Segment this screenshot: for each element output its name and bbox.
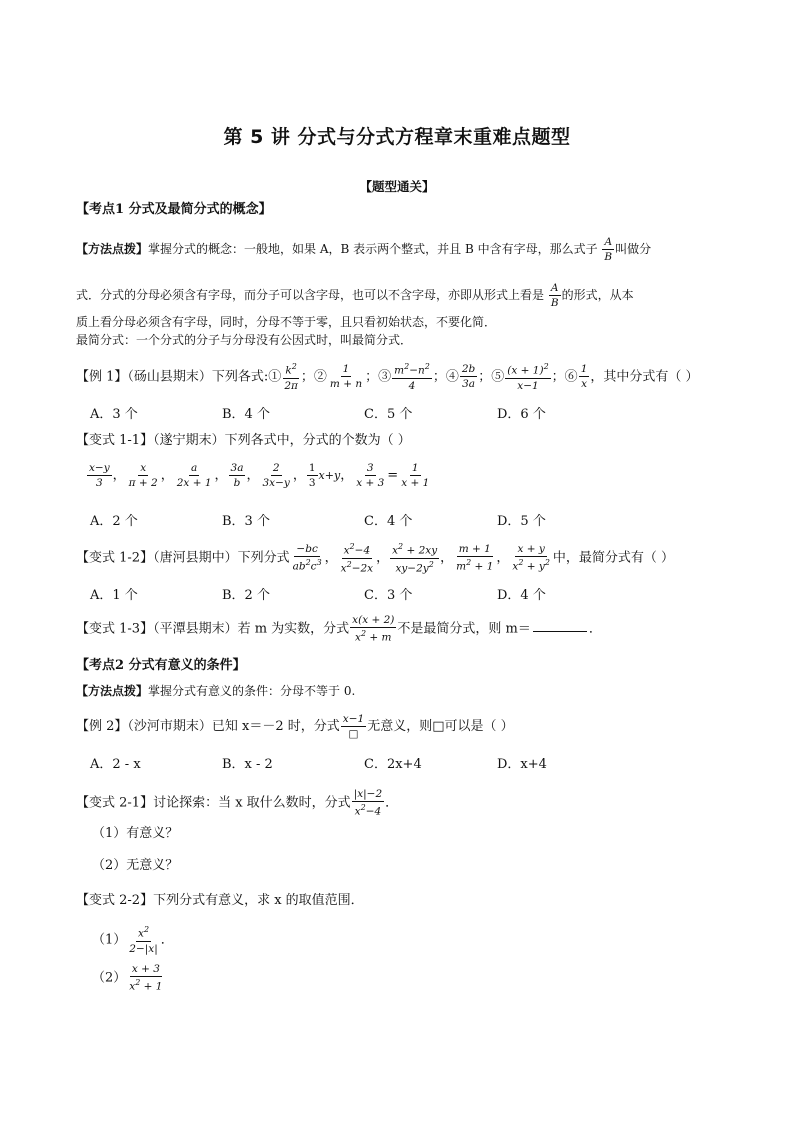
example-tail: ，其中分式有（ ） (590, 369, 699, 385)
v11-option-c: C．4 个 (364, 514, 413, 529)
question-number: （2） (92, 970, 127, 986)
expr-e: $\frac{2}{3x-y}$ (262, 462, 290, 490)
variant-text-2: 不是最简分式，则 m＝ (397, 621, 531, 637)
kaodian2-heading: 【考点2 分式有意义的条件】 (76, 658, 246, 673)
example-2 (76, 713, 514, 740)
expr-1: $\frac{k^2}{2\pi}$ (284, 362, 298, 392)
v12-option-a: A．1 个 (90, 588, 138, 603)
variant-1-1 (76, 434, 411, 447)
expr-fraction: $\frac{|x|-2}{x^2-4}$ (353, 788, 383, 818)
method-label: 【方法点拨】 (76, 242, 149, 257)
expr-g: $\frac{3}{x + 3}$ (356, 462, 385, 490)
variant-tail: 中，最简分式有（ ） (552, 550, 675, 566)
variant-label: 【变式 1-1】 (76, 433, 154, 448)
variant-1-2: 【变式 1-2】（唐河县期中）下列分式 $\frac{-bc}{ab^2c^3}$ ， $\frac{x^2-4}{x^2-2x}$ ， $\frac{x^2 + 2xy}{xy-2y^2}$ ， $\frac{m + 1}{m^2 + 1}$ ， $\frac{x + y}{x^2 + y^2}$ 中，最简分式有（ ） (76, 542, 675, 575)
expr-e: $\frac{x + y}{x^2 + y^2}$ (512, 543, 550, 573)
kaodian2-method (76, 685, 355, 697)
expr-fraction: $\frac{x^2}{2-|x|}$ (129, 925, 158, 955)
example-label: 【例 2】 (76, 719, 128, 735)
fraction-a-over-b: $\frac{A}{B}$ (550, 282, 559, 310)
expr-f: $\frac{1}{3}$ (308, 462, 316, 490)
expr-a: $\frac{-bc}{ab^2c^3}$ (292, 543, 322, 573)
variant-2-2-q1 (92, 925, 174, 955)
variant-text: （唐河县期中）下列分式 (153, 550, 290, 566)
expr-a: $\frac{x-y}{3}$ (89, 462, 110, 490)
expr-b: $\frac{x}{\pi + 2}$ (128, 462, 158, 490)
variant-text: （遂宁期末）下列各式中，分式的个数为（ ） (153, 433, 411, 448)
expr-2: $\frac{1}{m + n}$ (329, 363, 363, 391)
method-text-end: 的形式，从本 (561, 288, 634, 303)
v12-option-d: D．4 个 (497, 588, 546, 603)
v11-option-d: D．5 个 (497, 514, 546, 529)
expr-6: $\frac{1}{x}$ (580, 363, 588, 391)
variant-2-2-q2 (92, 963, 165, 993)
variant-label: 【变式 2-2】 (76, 893, 154, 908)
expr-5: $\frac{(x + 1)^2}{x-1}$ (507, 362, 549, 392)
variant-text: 讨论探索：当 x 取什么数时，分式 (153, 795, 351, 811)
ex1-option-b: B．4 个 (222, 407, 270, 422)
variant-label: 【变式 1-2】 (76, 550, 154, 566)
expr-fraction: $\frac{x(x + 2)}{x^2 + m}$ (352, 614, 395, 644)
ex1-option-d: D．6 个 (497, 407, 546, 422)
question-end: ． (160, 932, 174, 948)
example-label: 【例 1】 (76, 369, 128, 385)
v12-option-c: C．3 个 (364, 588, 413, 603)
method-text-end: 叫做分 (615, 242, 652, 257)
question-number: （1） (92, 932, 127, 948)
variant-2-1-q2: （2）无意义？ (92, 858, 179, 873)
kaodian1-method-line2 (76, 282, 634, 309)
ex2-option-d: D．x+4 (497, 757, 547, 772)
method-text: 掌握分式有意义的条件：分母不等于 0. (148, 684, 356, 698)
example-text: （沙河市期末）已知 x＝－2 时，分式 (127, 719, 340, 735)
expr-c: $\frac{x^2 + 2xy}{xy-2y^2}$ (392, 542, 438, 575)
variant-end: ． (588, 621, 602, 637)
expr-3: $\frac{m^2-n^2}{4}$ (394, 362, 430, 392)
variant-label: 【变式 1-3】 (76, 621, 154, 637)
expr-c: $\frac{a}{2x + 1}$ (176, 462, 212, 490)
ex1-option-a: A．3 个 (90, 407, 138, 422)
expr-d: $\frac{m + 1}{m^2 + 1}$ (456, 543, 494, 573)
example-text: （砀山县期末）下列各式: (127, 369, 269, 385)
variant-2-1-q1: （1）有意义？ (92, 826, 179, 841)
expr-fraction: $\frac{x-1}{□}$ (342, 713, 365, 741)
v11-option-b: B．3 个 (222, 514, 270, 529)
example-text-2: 无意义，则□可以是（ ） (367, 719, 514, 735)
expr-b: $\frac{x^2-4}{x^2-2x}$ (340, 542, 374, 575)
ex1-option-c: C．5 个 (364, 407, 413, 422)
kaodian1-method-line1 (76, 236, 651, 263)
expr-fraction: $\frac{x + 3}{x^2 + 1}$ (129, 963, 163, 993)
v11-option-a: A．2 个 (90, 514, 138, 529)
fraction-a-over-b: $\frac{A}{B}$ (604, 236, 613, 264)
variant-label: 【变式 2-1】 (76, 795, 154, 811)
ex2-option-a: A．2 - x (90, 757, 141, 772)
variant-text: 下列分式有意义，求 x 的取值范围． (153, 893, 364, 908)
method-label: 【方法点拨】 (76, 684, 149, 698)
expr-4: $\frac{2b}{3a}$ (461, 363, 476, 391)
variant-end: ． (385, 795, 399, 811)
kaodian1-method-line4: 最简分式：一个分式的分子与分母没有公因式时，叫最简分式． (76, 333, 413, 347)
section-heading: 【题型通关】 (359, 179, 435, 194)
method-text: 式．分式的分母必须含有字母，而分子可以含字母，也可以不含字母，亦即从形式上看是 (76, 288, 545, 303)
variant-text: （平潭县期末）若 m 为实数，分式 (153, 621, 350, 637)
variant-1-1-expressions: $\frac{x-y}{3}$ ， $\frac{x}{\pi + 2}$ ， $\frac{a}{2x + 1}$ ， $\frac{3a}{b}$ ， $\frac{2}{3x-y}$ ， $\frac{1}{3}$ x+y， $\frac{3}{x + 3}$ = $\frac{1}{x + 1}$ (89, 462, 430, 490)
variant-2-1 (76, 788, 398, 818)
variant-2-2 (76, 894, 364, 907)
kaodian1-heading: 【考点1 分式及最简分式的概念】 (76, 202, 272, 217)
ex2-option-c: C．2x+4 (364, 757, 422, 772)
method-text: 掌握分式的概念：一般地，如果 A，B 表示两个整式，并且 B 中含有字母，那么式子 (148, 242, 598, 257)
example-1: 【例 1】（砀山县期末）下列各式:① $\frac{k^2}{2\pi}$ ；② $\frac{1}{m + n}$ ；③ $\frac{m^2-n^2}{4}$ ；④ $\frac{2b}{3a}$ ；⑤ $\frac{(x + 1)^2}{x-1}$ ；⑥ $\frac{1}{x}$ ，其中分式有（ ） (76, 362, 699, 392)
page-title: 第 5 讲 分式与分式方程章末重难点题型 (223, 126, 571, 148)
answer-blank[interactable] (533, 631, 587, 632)
variant-1-3 (76, 614, 602, 644)
expr-h: $\frac{1}{x + 1}$ (401, 462, 430, 490)
v12-option-b: B．2 个 (222, 588, 270, 603)
expr-d: $\frac{3a}{b}$ (230, 462, 244, 490)
ex2-option-b: B．x - 2 (222, 757, 273, 772)
kaodian1-method-line3: 质上看分母必须含有字母，同时，分母不等于零，且只看初始状态，不要化简． (76, 315, 497, 329)
